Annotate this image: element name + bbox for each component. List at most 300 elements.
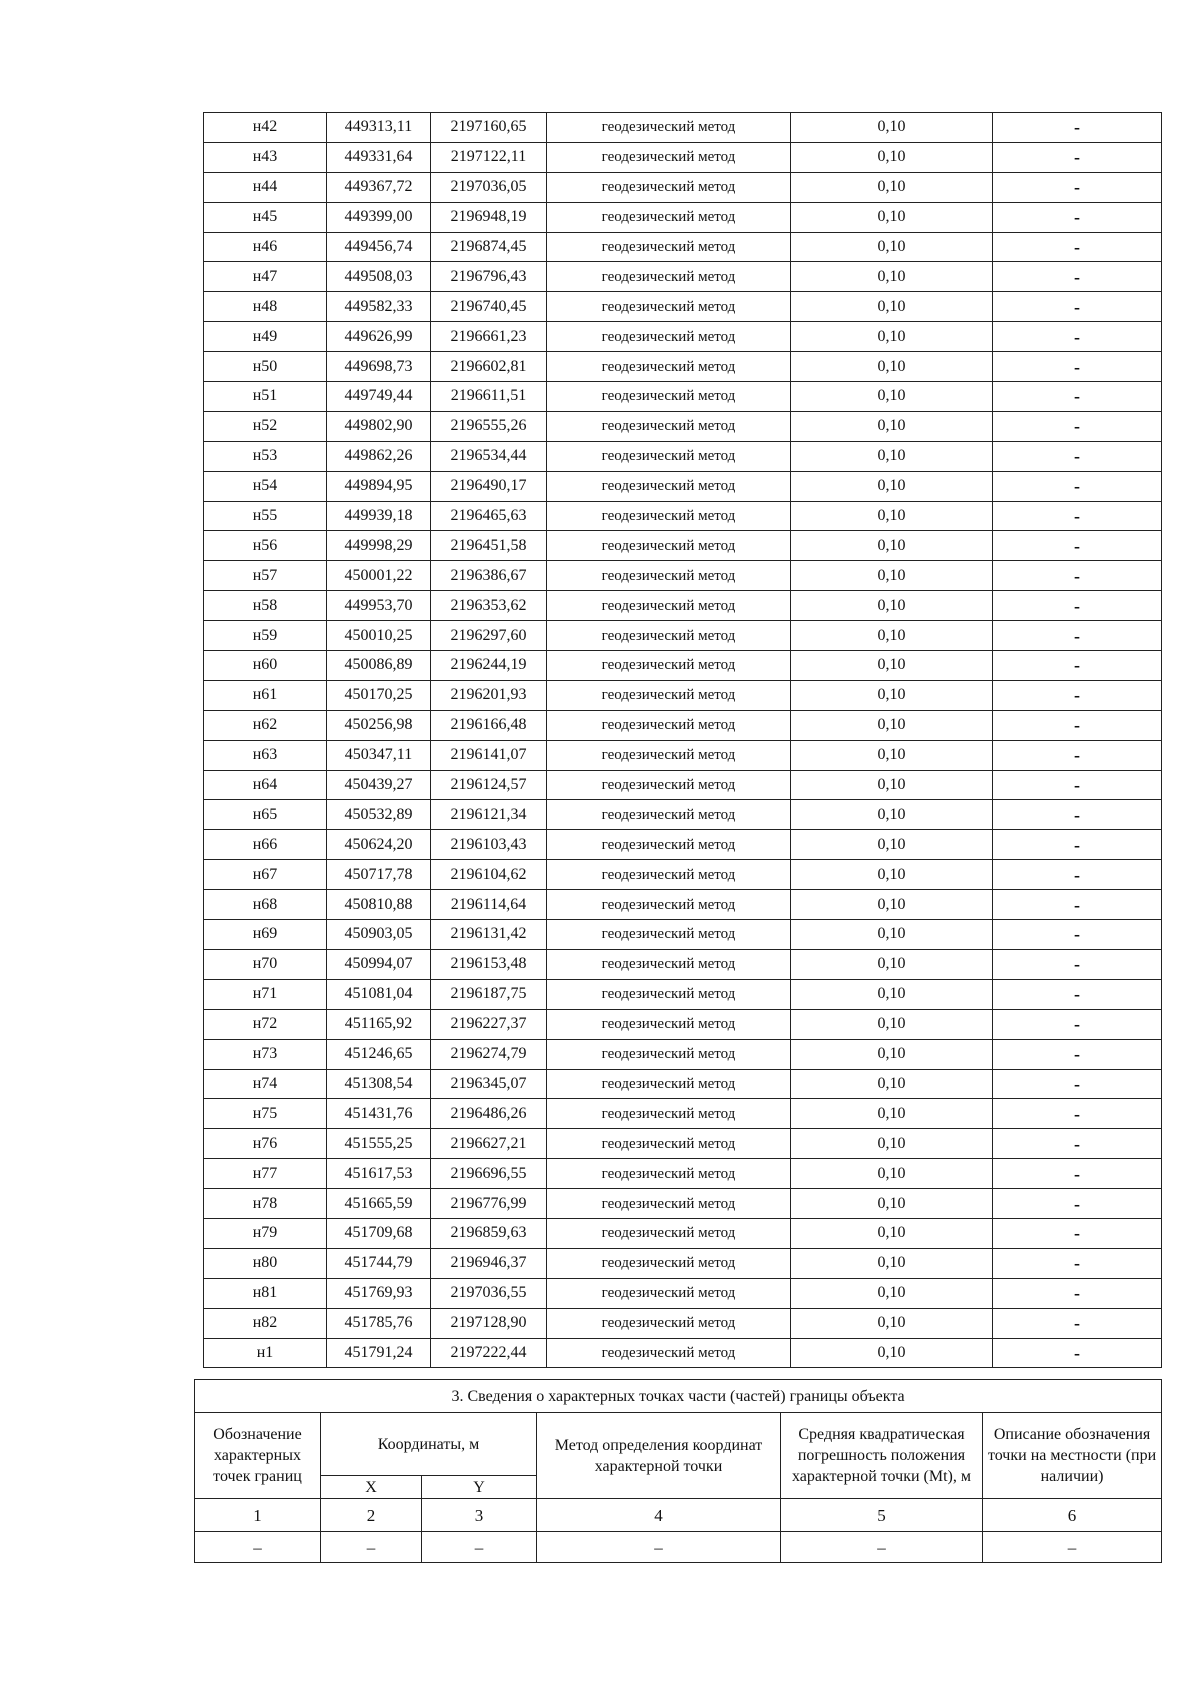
description-cell: - — [993, 501, 1162, 531]
y-coordinate-cell: 2196187,75 — [431, 979, 547, 1009]
method-cell: геодезический метод — [547, 890, 791, 920]
x-coordinate-cell: 450001,22 — [327, 561, 431, 591]
y-coordinate-cell: 2196874,45 — [431, 232, 547, 262]
table-row — [204, 949, 1162, 979]
accuracy-cell: 0,10 — [791, 262, 993, 292]
method-cell: геодезический метод — [547, 591, 791, 621]
x-coordinate-cell: 450810,88 — [327, 890, 431, 920]
y-coordinate-cell: 2196661,23 — [431, 322, 547, 352]
x-coordinate-cell: 449998,29 — [327, 531, 431, 561]
x-coordinate-cell: 451769,93 — [327, 1278, 431, 1308]
description-cell: - — [993, 770, 1162, 800]
method-cell: геодезический метод — [547, 949, 791, 979]
description-cell: - — [993, 1069, 1162, 1099]
description-cell: - — [993, 920, 1162, 950]
description-cell: - — [993, 651, 1162, 681]
description-cell: - — [993, 1248, 1162, 1278]
point-cell: н79 — [204, 1218, 327, 1248]
x-coordinate-cell: 449698,73 — [327, 352, 431, 382]
description-cell: - — [993, 1278, 1162, 1308]
table-row — [204, 1248, 1162, 1278]
table-row — [204, 651, 1162, 681]
table-row — [204, 411, 1162, 441]
x-coordinate-cell: 449456,74 — [327, 232, 431, 262]
point-cell: н75 — [204, 1099, 327, 1129]
header-method: Метод определения координат характерной точки — [537, 1413, 781, 1499]
point-cell: н68 — [204, 890, 327, 920]
accuracy-cell: 0,10 — [791, 142, 993, 172]
description-cell: - — [993, 172, 1162, 202]
point-cell: н45 — [204, 202, 327, 232]
accuracy-cell: 0,10 — [791, 411, 993, 441]
table-row — [204, 1338, 1162, 1368]
accuracy-cell: 0,10 — [791, 352, 993, 382]
x-coordinate-cell: 451165,92 — [327, 1009, 431, 1039]
table-row — [204, 113, 1162, 143]
table-row — [204, 1159, 1162, 1189]
method-cell: геодезический метод — [547, 651, 791, 681]
method-cell: геодезический метод — [547, 1338, 791, 1368]
x-coordinate-cell: 450170,25 — [327, 680, 431, 710]
accuracy-cell: 0,10 — [791, 441, 993, 471]
table-row — [204, 352, 1162, 382]
accuracy-cell: 0,10 — [791, 1218, 993, 1248]
point-cell: н43 — [204, 142, 327, 172]
description-cell: - — [993, 1159, 1162, 1189]
table-row — [204, 680, 1162, 710]
y-coordinate-cell: 2196201,93 — [431, 680, 547, 710]
y-coordinate-cell: 2197160,65 — [431, 113, 547, 143]
y-coordinate-cell: 2197222,44 — [431, 1338, 547, 1368]
accuracy-cell: 0,10 — [791, 710, 993, 740]
y-coordinate-cell: 2196124,57 — [431, 770, 547, 800]
table-row — [204, 591, 1162, 621]
method-cell: геодезический метод — [547, 471, 791, 501]
x-coordinate-cell: 451081,04 — [327, 979, 431, 1009]
accuracy-cell: 0,10 — [791, 740, 993, 770]
accuracy-cell: 0,10 — [791, 561, 993, 591]
method-cell: геодезический метод — [547, 680, 791, 710]
boundary-points-table — [203, 112, 1162, 1368]
point-cell: н54 — [204, 471, 327, 501]
table-row — [204, 232, 1162, 262]
table-row — [204, 740, 1162, 770]
accuracy-cell: 0,10 — [791, 113, 993, 143]
accuracy-cell: 0,10 — [791, 621, 993, 651]
y-coordinate-cell: 2196465,63 — [431, 501, 547, 531]
description-cell: - — [993, 1338, 1162, 1368]
point-cell: н73 — [204, 1039, 327, 1069]
x-coordinate-cell: 451744,79 — [327, 1248, 431, 1278]
section3-table — [194, 1379, 1162, 1563]
y-coordinate-cell: 2197036,55 — [431, 1278, 547, 1308]
description-cell: - — [993, 1189, 1162, 1219]
method-cell: геодезический метод — [547, 262, 791, 292]
x-coordinate-cell: 450624,20 — [327, 830, 431, 860]
method-cell: геодезический метод — [547, 531, 791, 561]
description-cell: - — [993, 232, 1162, 262]
method-cell: геодезический метод — [547, 830, 791, 860]
table-row — [204, 501, 1162, 531]
y-coordinate-cell: 2196948,19 — [431, 202, 547, 232]
accuracy-cell: 0,10 — [791, 591, 993, 621]
empty-data-row — [195, 1532, 1162, 1563]
x-coordinate-cell: 450086,89 — [327, 651, 431, 681]
column-number: 5 — [781, 1499, 983, 1532]
table-row — [204, 1069, 1162, 1099]
point-cell: н69 — [204, 920, 327, 950]
accuracy-cell: 0,10 — [791, 1338, 993, 1368]
point-cell: н78 — [204, 1189, 327, 1219]
method-cell: геодезический метод — [547, 979, 791, 1009]
y-coordinate-cell: 2196166,48 — [431, 710, 547, 740]
method-cell: геодезический метод — [547, 1278, 791, 1308]
accuracy-cell: 0,10 — [791, 920, 993, 950]
table-row — [204, 471, 1162, 501]
x-coordinate-cell: 451431,76 — [327, 1099, 431, 1129]
point-cell: н48 — [204, 292, 327, 322]
point-cell: н58 — [204, 591, 327, 621]
description-cell: - — [993, 202, 1162, 232]
table-row — [204, 292, 1162, 322]
x-coordinate-cell: 450256,98 — [327, 710, 431, 740]
y-coordinate-cell: 2196244,19 — [431, 651, 547, 681]
table-row — [204, 1278, 1162, 1308]
method-cell: геодезический метод — [547, 232, 791, 262]
table-row — [204, 1308, 1162, 1338]
method-cell: геодезический метод — [547, 1039, 791, 1069]
point-cell: н60 — [204, 651, 327, 681]
point-cell: н76 — [204, 1129, 327, 1159]
method-cell: геодезический метод — [547, 172, 791, 202]
x-coordinate-cell: 451785,76 — [327, 1308, 431, 1338]
accuracy-cell: 0,10 — [791, 1009, 993, 1039]
empty-cell: – — [983, 1532, 1162, 1563]
header-y: Y — [422, 1476, 537, 1499]
accuracy-cell: 0,10 — [791, 292, 993, 322]
y-coordinate-cell: 2196776,99 — [431, 1189, 547, 1219]
accuracy-cell: 0,10 — [791, 1099, 993, 1129]
method-cell: геодезический метод — [547, 292, 791, 322]
description-cell: - — [993, 830, 1162, 860]
method-cell: геодезический метод — [547, 352, 791, 382]
point-cell: н50 — [204, 352, 327, 382]
table-row — [204, 1189, 1162, 1219]
description-cell: - — [993, 680, 1162, 710]
header-designation: Обозначение характерных точек границ — [195, 1413, 321, 1499]
description-cell: - — [993, 113, 1162, 143]
description-cell: - — [993, 740, 1162, 770]
y-coordinate-cell: 2197036,05 — [431, 172, 547, 202]
method-cell: геодезический метод — [547, 1159, 791, 1189]
empty-cell: – — [422, 1532, 537, 1563]
x-coordinate-cell: 451246,65 — [327, 1039, 431, 1069]
point-cell: н81 — [204, 1278, 327, 1308]
table-row — [204, 800, 1162, 830]
x-coordinate-cell: 451709,68 — [327, 1218, 431, 1248]
description-cell: - — [993, 561, 1162, 591]
description-cell: - — [993, 471, 1162, 501]
method-cell: геодезический метод — [547, 322, 791, 352]
description-cell: - — [993, 800, 1162, 830]
x-coordinate-cell: 451617,53 — [327, 1159, 431, 1189]
method-cell: геодезический метод — [547, 441, 791, 471]
description-cell: - — [993, 710, 1162, 740]
description-cell: - — [993, 1039, 1162, 1069]
method-cell: геодезический метод — [547, 1129, 791, 1159]
y-coordinate-cell: 2196490,17 — [431, 471, 547, 501]
boundary-points-body — [204, 113, 1162, 1368]
table-row — [204, 531, 1162, 561]
column-number: 4 — [537, 1499, 781, 1532]
point-cell: н82 — [204, 1308, 327, 1338]
column-number-row — [195, 1499, 1162, 1532]
point-cell: н72 — [204, 1009, 327, 1039]
y-coordinate-cell: 2196153,48 — [431, 949, 547, 979]
accuracy-cell: 0,10 — [791, 770, 993, 800]
description-cell: - — [993, 979, 1162, 1009]
table-row — [204, 322, 1162, 352]
description-cell: - — [993, 1308, 1162, 1338]
description-cell: - — [993, 531, 1162, 561]
table-row — [204, 1129, 1162, 1159]
point-cell: н1 — [204, 1338, 327, 1368]
accuracy-cell: 0,10 — [791, 531, 993, 561]
description-cell: - — [993, 292, 1162, 322]
y-coordinate-cell: 2196103,43 — [431, 830, 547, 860]
table-row — [204, 172, 1162, 202]
description-cell: - — [993, 382, 1162, 412]
accuracy-cell: 0,10 — [791, 1159, 993, 1189]
y-coordinate-cell: 2196114,64 — [431, 890, 547, 920]
y-coordinate-cell: 2196796,43 — [431, 262, 547, 292]
point-cell: н59 — [204, 621, 327, 651]
point-cell: н53 — [204, 441, 327, 471]
method-cell: геодезический метод — [547, 710, 791, 740]
y-coordinate-cell: 2196555,26 — [431, 411, 547, 441]
x-coordinate-cell: 449862,26 — [327, 441, 431, 471]
accuracy-cell: 0,10 — [791, 322, 993, 352]
method-cell: геодезический метод — [547, 113, 791, 143]
point-cell: н67 — [204, 860, 327, 890]
accuracy-cell: 0,10 — [791, 382, 993, 412]
accuracy-cell: 0,10 — [791, 890, 993, 920]
x-coordinate-cell: 449749,44 — [327, 382, 431, 412]
y-coordinate-cell: 2196274,79 — [431, 1039, 547, 1069]
table-row — [204, 890, 1162, 920]
method-cell: геодезический метод — [547, 860, 791, 890]
point-cell: н77 — [204, 1159, 327, 1189]
x-coordinate-cell: 451555,25 — [327, 1129, 431, 1159]
point-cell: н80 — [204, 1248, 327, 1278]
method-cell: геодезический метод — [547, 1009, 791, 1039]
description-cell: - — [993, 142, 1162, 172]
x-coordinate-cell: 451308,54 — [327, 1069, 431, 1099]
table-row — [204, 1099, 1162, 1129]
table-row — [204, 621, 1162, 651]
x-coordinate-cell: 449582,33 — [327, 292, 431, 322]
point-cell: н61 — [204, 680, 327, 710]
accuracy-cell: 0,10 — [791, 1039, 993, 1069]
method-cell: геодезический метод — [547, 1218, 791, 1248]
x-coordinate-cell: 451665,59 — [327, 1189, 431, 1219]
x-coordinate-cell: 450994,07 — [327, 949, 431, 979]
x-coordinate-cell: 450532,89 — [327, 800, 431, 830]
x-coordinate-cell: 449331,64 — [327, 142, 431, 172]
description-cell: - — [993, 411, 1162, 441]
accuracy-cell: 0,10 — [791, 1069, 993, 1099]
point-cell: н51 — [204, 382, 327, 412]
x-coordinate-cell: 450903,05 — [327, 920, 431, 950]
empty-cell: – — [195, 1532, 321, 1563]
accuracy-cell: 0,10 — [791, 1189, 993, 1219]
accuracy-cell: 0,10 — [791, 651, 993, 681]
point-cell: н49 — [204, 322, 327, 352]
column-number: 3 — [422, 1499, 537, 1532]
y-coordinate-cell: 2197128,90 — [431, 1308, 547, 1338]
point-cell: н46 — [204, 232, 327, 262]
x-coordinate-cell: 450010,25 — [327, 621, 431, 651]
y-coordinate-cell: 2196602,81 — [431, 352, 547, 382]
method-cell: геодезический метод — [547, 1099, 791, 1129]
point-cell: н74 — [204, 1069, 327, 1099]
accuracy-cell: 0,10 — [791, 471, 993, 501]
y-coordinate-cell: 2196141,07 — [431, 740, 547, 770]
point-cell: н64 — [204, 770, 327, 800]
x-coordinate-cell: 449399,00 — [327, 202, 431, 232]
table-row — [204, 561, 1162, 591]
table-row — [204, 1218, 1162, 1248]
column-number: 6 — [983, 1499, 1162, 1532]
header-coordinates: Координаты, м — [321, 1413, 537, 1476]
y-coordinate-cell: 2196859,63 — [431, 1218, 547, 1248]
accuracy-cell: 0,10 — [791, 1129, 993, 1159]
y-coordinate-cell: 2196696,55 — [431, 1159, 547, 1189]
column-number: 1 — [195, 1499, 321, 1532]
table-row — [204, 142, 1162, 172]
header-x: X — [321, 1476, 422, 1499]
point-cell: н47 — [204, 262, 327, 292]
point-cell: н62 — [204, 710, 327, 740]
method-cell: геодезический метод — [547, 1308, 791, 1338]
empty-cell: – — [321, 1532, 422, 1563]
point-cell: н42 — [204, 113, 327, 143]
method-cell: геодезический метод — [547, 621, 791, 651]
x-coordinate-cell: 450439,27 — [327, 770, 431, 800]
accuracy-cell: 0,10 — [791, 501, 993, 531]
point-cell: н55 — [204, 501, 327, 531]
y-coordinate-cell: 2196131,42 — [431, 920, 547, 950]
table-row — [204, 382, 1162, 412]
header-description: Описание обозначения точки на местности (при наличии) — [983, 1413, 1162, 1499]
point-cell: н65 — [204, 800, 327, 830]
method-cell: геодезический метод — [547, 561, 791, 591]
description-cell: - — [993, 621, 1162, 651]
point-cell: н44 — [204, 172, 327, 202]
y-coordinate-cell: 2196627,21 — [431, 1129, 547, 1159]
accuracy-cell: 0,10 — [791, 1278, 993, 1308]
description-cell: - — [993, 352, 1162, 382]
column-number: 2 — [321, 1499, 422, 1532]
accuracy-cell: 0,10 — [791, 800, 993, 830]
x-coordinate-cell: 449626,99 — [327, 322, 431, 352]
y-coordinate-cell: 2196121,34 — [431, 800, 547, 830]
method-cell: геодезический метод — [547, 740, 791, 770]
x-coordinate-cell: 449802,90 — [327, 411, 431, 441]
header-accuracy: Средняя квадратическая погрешность положения характерной точки (Mt), м — [781, 1413, 983, 1499]
method-cell: геодезический метод — [547, 202, 791, 232]
table-row — [204, 202, 1162, 232]
x-coordinate-cell: 449939,18 — [327, 501, 431, 531]
description-cell: - — [993, 441, 1162, 471]
x-coordinate-cell: 450717,78 — [327, 860, 431, 890]
x-coordinate-cell: 451791,24 — [327, 1338, 431, 1368]
description-cell: - — [993, 591, 1162, 621]
table-row — [204, 441, 1162, 471]
accuracy-cell: 0,10 — [791, 949, 993, 979]
description-cell: - — [993, 1099, 1162, 1129]
accuracy-cell: 0,10 — [791, 232, 993, 262]
y-coordinate-cell: 2196611,51 — [431, 382, 547, 412]
y-coordinate-cell: 2196486,26 — [431, 1099, 547, 1129]
table-row — [204, 262, 1162, 292]
table-row — [204, 1039, 1162, 1069]
y-coordinate-cell: 2196345,07 — [431, 1069, 547, 1099]
point-cell: н52 — [204, 411, 327, 441]
method-cell: геодезический метод — [547, 501, 791, 531]
x-coordinate-cell: 449953,70 — [327, 591, 431, 621]
accuracy-cell: 0,10 — [791, 202, 993, 232]
method-cell: геодезический метод — [547, 770, 791, 800]
accuracy-cell: 0,10 — [791, 680, 993, 710]
table-row — [204, 920, 1162, 950]
point-cell: н70 — [204, 949, 327, 979]
description-cell: - — [993, 322, 1162, 352]
description-cell: - — [993, 262, 1162, 292]
y-coordinate-cell: 2196946,37 — [431, 1248, 547, 1278]
y-coordinate-cell: 2196297,60 — [431, 621, 547, 651]
description-cell: - — [993, 890, 1162, 920]
empty-cell: – — [781, 1532, 983, 1563]
description-cell: - — [993, 949, 1162, 979]
table-row — [204, 830, 1162, 860]
y-coordinate-cell: 2196534,44 — [431, 441, 547, 471]
description-cell: - — [993, 1218, 1162, 1248]
accuracy-cell: 0,10 — [791, 979, 993, 1009]
method-cell: геодезический метод — [547, 1069, 791, 1099]
y-coordinate-cell: 2196353,62 — [431, 591, 547, 621]
y-coordinate-cell: 2197122,11 — [431, 142, 547, 172]
point-cell: н56 — [204, 531, 327, 561]
x-coordinate-cell: 449313,11 — [327, 113, 431, 143]
x-coordinate-cell: 449367,72 — [327, 172, 431, 202]
x-coordinate-cell: 450347,11 — [327, 740, 431, 770]
point-cell: н63 — [204, 740, 327, 770]
empty-cell: – — [537, 1532, 781, 1563]
y-coordinate-cell: 2196104,62 — [431, 860, 547, 890]
point-cell: н57 — [204, 561, 327, 591]
description-cell: - — [993, 860, 1162, 890]
method-cell: геодезический метод — [547, 1248, 791, 1278]
y-coordinate-cell: 2196386,67 — [431, 561, 547, 591]
accuracy-cell: 0,10 — [791, 1308, 993, 1338]
table-row — [204, 860, 1162, 890]
method-cell: геодезический метод — [547, 920, 791, 950]
accuracy-cell: 0,10 — [791, 172, 993, 202]
y-coordinate-cell: 2196227,37 — [431, 1009, 547, 1039]
accuracy-cell: 0,10 — [791, 860, 993, 890]
accuracy-cell: 0,10 — [791, 830, 993, 860]
